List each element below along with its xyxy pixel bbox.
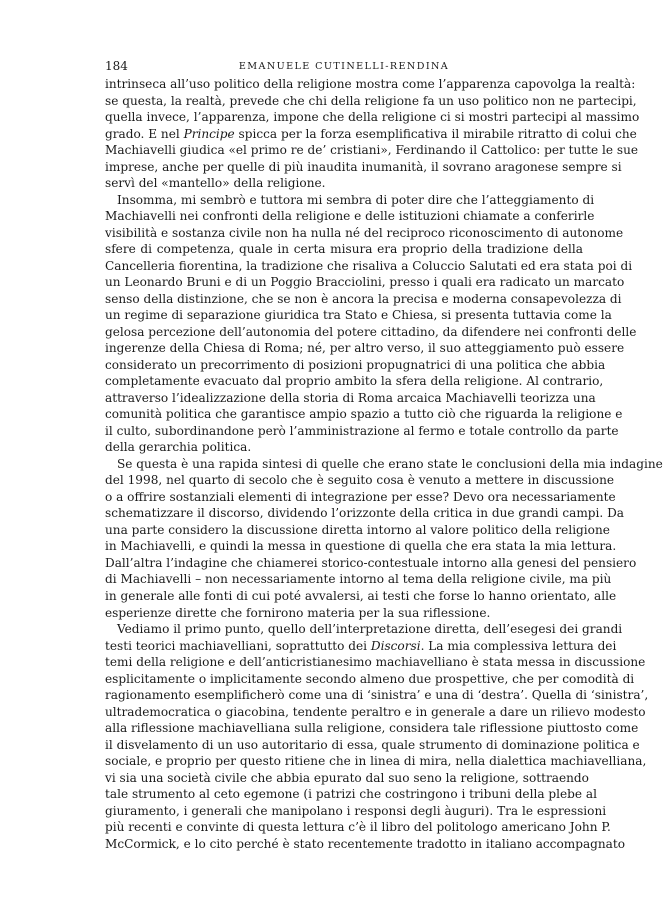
body-text xyxy=(105,76,663,852)
text-line: intrinseca all’uso politico della religione mostra come l’apparenza capovolga la realtà: xyxy=(105,77,636,91)
paragraph xyxy=(105,76,640,192)
text-line: Cancelleria fiorentina, la tradizione che risaliva a Coluccio Salutati ed era stata poi di xyxy=(105,258,633,273)
text-line: ragionamento esemplificherò come una di ‘sinistra’ e una di ‘destra’. Quella di ‘sinistra’, xyxy=(105,688,649,703)
text-line: un regime di separazione giuridica tra Stato e Chiesa, si presenta tuttavia come la xyxy=(105,308,612,323)
text-line: completamente evacuato dal proprio ambito la sfera della religione. Al contrario, xyxy=(105,374,604,389)
text-line: schematizzare il discorso, dividendo l’orizzonte della critica in due grandi campi. Da xyxy=(105,506,624,521)
text-line: della gerarchia politica. xyxy=(105,440,252,455)
text-line: una parte considero la discussione diretta intorno al valore politico della religione xyxy=(105,522,610,537)
text-line: Dall’altra l’indagine che chiamerei storico-contestuale intorno alla genesi del pensiero xyxy=(105,555,637,570)
text-line: più recenti e convinte di questa lettura c’è il libro del politologo americano John P. xyxy=(105,820,611,835)
text-line: sfere di competenza, quale in certa misura era proprio della tradizione della xyxy=(105,242,583,257)
text-line: gelosa percezione dell’autonomia del potere cittadino, da difendere nei confronti delle xyxy=(105,324,637,339)
text-line: senso della distinzione, che se non è ancora la precisa e moderna consapevolezza di xyxy=(105,291,622,306)
text-line: considerato un precorrimento di posizioni propugnatrici di una politica che abbia xyxy=(105,357,606,372)
text-line: o a offrire sostanziali elementi di integrazione per esse? Devo ora necessariamente xyxy=(105,489,616,504)
page-header xyxy=(105,58,583,74)
text-line: il culto, subordinandone però l’amministrazione al fermo e totale controllo da parte xyxy=(105,423,619,438)
text-line: McCormick, e lo cito perché è stato recentemente tradotto in italiano accompagnato xyxy=(105,836,626,851)
text-line: del 1998, nel quarto di secolo che è seguito cosa è venuto a mettere in discussione xyxy=(105,473,615,488)
running-head: EMANUELE CUTINELLI-RENDINA xyxy=(238,61,450,72)
text-line: sociale, e proprio per questo ritiene che in linea di mira, nella dialettica machiavelliana, xyxy=(105,754,647,769)
text-line: grado. E nel Principe spicca per la forza esemplificativa il mirabile ritratto di colui che xyxy=(105,126,637,141)
page xyxy=(105,58,663,852)
italic-title: Discorsi xyxy=(370,638,421,653)
text-line: esperienze dirette che fornirono materia per la sua riflessione. xyxy=(105,605,491,620)
text-line: Machiavelli giudica «el primo re de’ cristiani», Ferdinando il Cattolico: per tutte le sue xyxy=(105,143,639,158)
text-line: Vediamo il primo punto, quello dell’interpretazione diretta, dell’esegesi dei grandi xyxy=(117,622,623,637)
text-line: attraverso l’idealizzazione della storia di Roma arcaica Machiavelli teorizza una xyxy=(105,390,596,405)
text-line: imprese, anche per quelle di più inaudita inumanità, il sovrano aragonese sempre si xyxy=(105,159,622,174)
text-line: quella invece, l’apparenza, impone che della religione ci si mostri partecipi al massimo xyxy=(105,110,640,125)
text-line: vi sia una società civile che abbia epurato dal suo seno la religione, sottraendo xyxy=(105,770,589,785)
italic-title: Principe xyxy=(183,126,235,141)
text-line: Insomma, mi sembrò e tuttora mi sembra di poter dire che l’atteggiamento di xyxy=(117,192,595,207)
text-line: un Leonardo Bruni e di un Poggio Bracciolini, presso i quali era radicato un marcato xyxy=(105,275,625,290)
text-line: ultrademocratica o giacobina, tendente peraltro e in generale a dare un rilievo modesto xyxy=(105,704,646,719)
text-line: se questa, la realtà, prevede che chi della religione fa un uso politico non ne partecipi, xyxy=(105,93,637,108)
text-line: ingerenze della Chiesa di Roma; né, per altro verso, il suo atteggiamento può essere xyxy=(105,341,625,356)
text-line: esplicitamente o implicitamente secondo almeno due prospettive, che per comodità di xyxy=(105,671,635,686)
text-line: servì del «mantello» della religione. xyxy=(105,176,326,191)
text-line: alla riflessione machiavelliana sulla religione, considera tale riflessione piuttosto come xyxy=(105,721,639,736)
paragraph xyxy=(105,192,637,456)
paragraph xyxy=(105,621,649,852)
text-line: Machiavelli nei confronti della religione e delle istituzioni chiamate a conferirle xyxy=(105,209,595,224)
text-line: comunità politica che garantisce ampio spazio a tutto ciò che riguarda la religione e xyxy=(105,407,623,422)
text-line: Se questa è una rapida sintesi di quelle che erano state le conclusioni della mia indagine xyxy=(117,456,663,471)
text-line: giuramento, i generali che manipolano i responsi degli àuguri). Tra le espressioni xyxy=(105,803,607,818)
page-number: 184 xyxy=(105,59,128,73)
text-line: di Machiavelli – non necessariamente intorno al tema della religione civile, ma più xyxy=(105,572,612,587)
text-line: visibilità e sostanza civile non ha nulla né del reciproco riconoscimento di autonome xyxy=(105,225,624,240)
paragraph xyxy=(105,456,663,621)
text-line: in generale alle fonti di cui poté avvalersi, ai testi che forse lo hanno orientato, alle xyxy=(105,588,617,603)
text-line: testi teorici machiavelliani, soprattutto dei Discorsi. La mia complessiva lettura dei xyxy=(105,638,617,653)
text-line: tale strumento al ceto egemone (i patrizi che costringono i tribuni della plebe al xyxy=(105,787,597,802)
text-line: in Machiavelli, e quindi la messa in questione di quella che era stata la mia lettura. xyxy=(105,539,617,554)
text-line: il disvelamento di un uso autoritario di essa, quale strumento di dominazione politica e xyxy=(105,737,640,752)
text-line: temi della religione e dell’anticristianesimo machiavelliano è stata messa in discussione xyxy=(105,655,646,670)
